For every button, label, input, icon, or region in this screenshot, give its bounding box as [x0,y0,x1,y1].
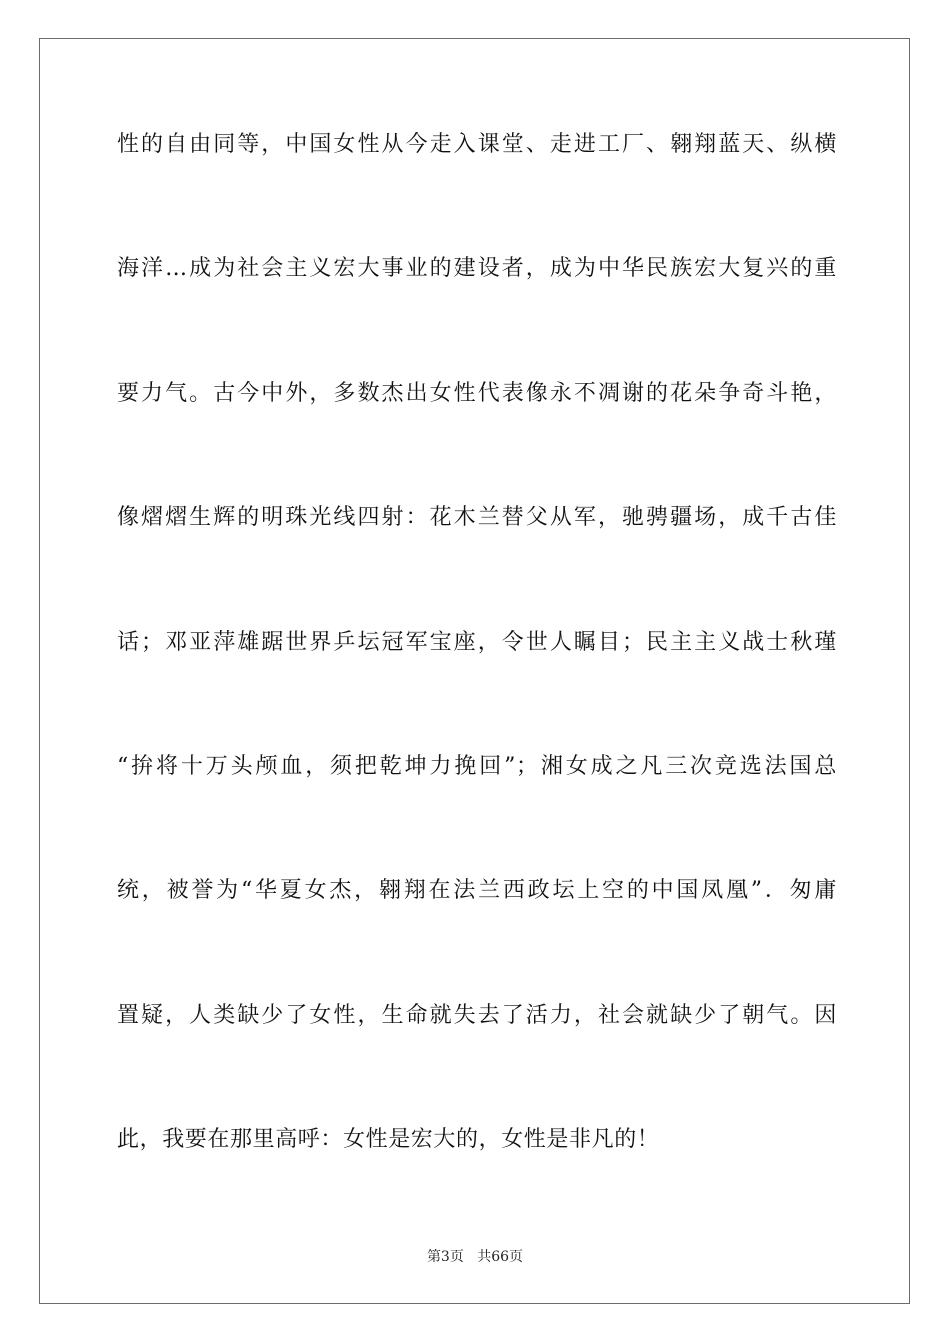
text-line-2: 海洋…成为社会主义宏大事业的建设者，成为中华民族宏大复兴的重 [117,256,837,282]
text-line-1: 性的自由同等，中国女性从今走入课堂、走进工厂、翱翔蓝天、纵横 [117,132,837,157]
text-line-5: 话；邓亚萍雄踞世界乒坛冠军宝座，令世人瞩目；民主主义战士秋瑾 [117,629,837,655]
document-body [117,124,837,1244]
text-line-3: 要力气。古今中外，多数杰出女性代表像永不凋谢的花朵争奇斗艳， [117,380,837,406]
text-line-8: 置疑，人类缺少了女性，生命就失去了活力，社会就缺少了朝气。因 [117,1002,837,1028]
text-line-6: “拚将十万头颅血，须把乾坤力挽回”；湘女成之凡三次竞选法国总 [117,753,837,779]
page-total: 共66页 [477,1249,524,1265]
text-line-4: 像熠熠生辉的明珠光线四射：花木兰替父从军，驰骋疆场，成千古佳 [117,505,837,531]
page-footer [0,1247,950,1267]
page-number: 第3页 [426,1249,464,1265]
text-line-9: 此，我要在那里高呼：女性是宏大的，女性是非凡的！ [117,1127,660,1153]
text-line-7: 统，被誉为“华夏女杰，翱翔在法兰西政坛上空的中国凤凰”．匆庸 [117,878,837,904]
